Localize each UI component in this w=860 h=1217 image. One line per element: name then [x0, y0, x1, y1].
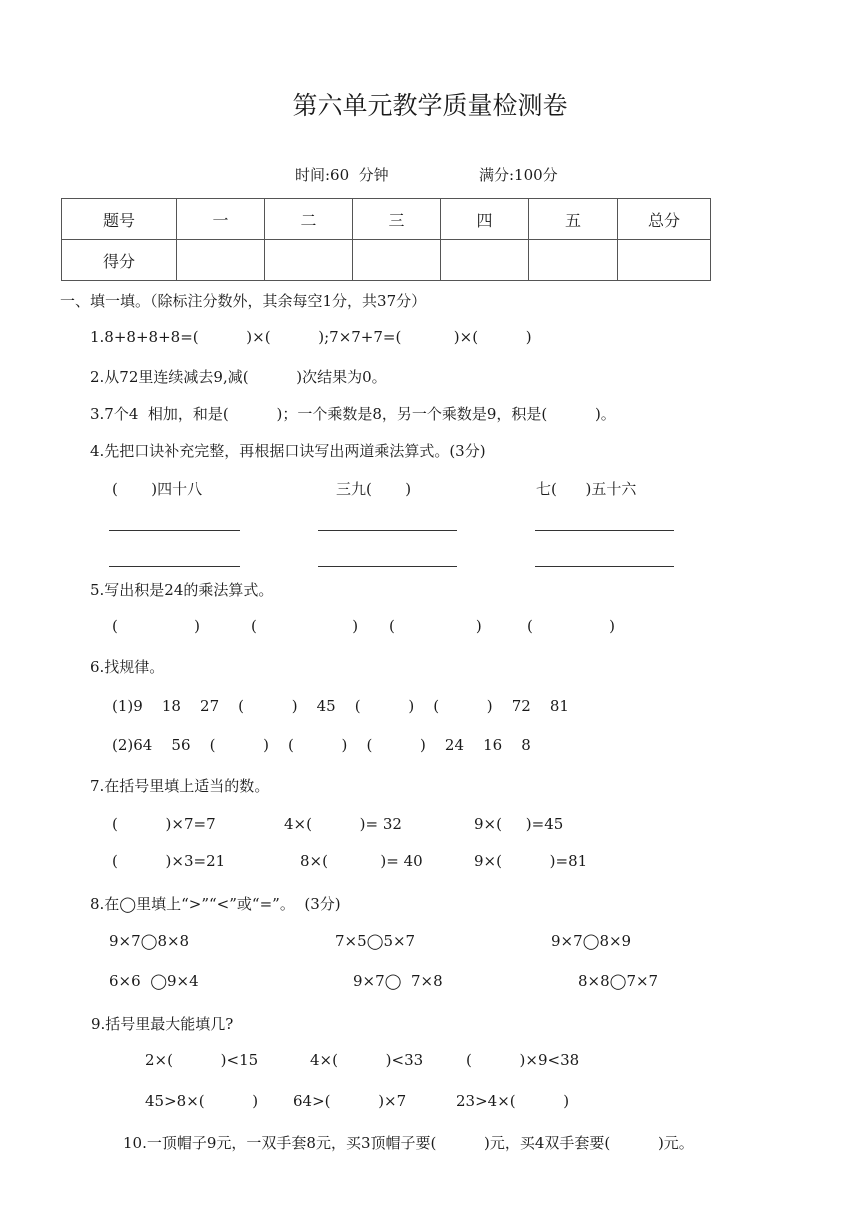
score-table-header-cell: 三	[353, 199, 441, 240]
score-table-header-cell: 四	[441, 199, 529, 240]
q5-blank: ( )	[389, 617, 482, 635]
answer-line[interactable]	[318, 566, 457, 567]
score-row-label: 得分	[62, 240, 177, 281]
answer-line[interactable]	[109, 566, 240, 567]
score-table-header-cell: 题号	[62, 199, 177, 240]
question-6: 6.找规律。	[90, 658, 165, 676]
q9-item: 4×( )<33	[310, 1051, 424, 1069]
q8-item: 9×7◯8×9	[551, 932, 632, 950]
q4-item-b: 三九( )	[336, 480, 412, 498]
q8-item: 9×7◯8×8	[109, 932, 190, 950]
score-cell[interactable]	[177, 240, 265, 281]
question-7: 7.在括号里填上适当的数。	[90, 777, 270, 795]
question-5: 5.写出积是24的乘法算式。	[90, 581, 274, 599]
q7-item: 8×( )= 40	[300, 852, 423, 870]
score-cell[interactable]	[441, 240, 529, 281]
question-3: 3.7个4 相加，和是( )；一个乘数是8，另一个乘数是9，积是( )。	[90, 405, 616, 423]
q8-item: 9×7◯ 7×8	[353, 972, 443, 990]
exam-full-score: 满分:100分	[479, 166, 558, 184]
q9-item: 45>8×( )	[145, 1092, 259, 1110]
question-1: 1.8+8+8+8=( )×( );7×7+7=( )×( )	[90, 328, 532, 346]
question-10: 10.一顶帽子9元，一双手套8元，买3顶帽子要( )元，买4双手套要( )元。	[123, 1134, 694, 1152]
question-4: 4.先把口诀补充完整，再根据口诀写出两道乘法算式。(3分)	[90, 442, 486, 460]
answer-line[interactable]	[535, 530, 674, 531]
q7-item: ( )×3=21	[112, 852, 226, 870]
score-table-header-cell: 总分	[618, 199, 711, 240]
question-2: 2.从72里连续减去9,减( )次结果为0。	[90, 368, 387, 386]
q8-item: 7×5◯5×7	[335, 932, 416, 950]
exam-time: 时间:60 分钟	[295, 166, 389, 184]
section-heading: 一、填一填。（除标注分数外，其余每空1分，共37分）	[60, 292, 427, 310]
score-table-header-cell: 一	[177, 199, 265, 240]
q9-item: 23>4×( )	[456, 1092, 570, 1110]
q5-blank: ( )	[527, 617, 615, 635]
score-table-header-cell: 二	[265, 199, 353, 240]
q5-blank: ( )	[112, 617, 200, 635]
q7-item: 9×( )=81	[474, 852, 588, 870]
q6-row-1: (1)9 18 27 ( ) 45 ( ) ( ) 72 81	[112, 697, 569, 715]
q7-item: ( )×7=7	[112, 815, 216, 833]
score-cell[interactable]	[353, 240, 441, 281]
q4-item-c: 七( )五十六	[536, 480, 637, 498]
answer-line[interactable]	[318, 530, 457, 531]
score-table-score-row	[62, 240, 711, 281]
score-table	[61, 198, 711, 281]
score-cell[interactable]	[265, 240, 353, 281]
q9-item: 2×( )<15	[145, 1051, 259, 1069]
q4-item-a: ( )四十八	[112, 480, 203, 498]
q8-item: 6×6 ◯9×4	[109, 972, 199, 990]
score-cell[interactable]	[529, 240, 618, 281]
q5-blank: ( )	[251, 617, 359, 635]
q7-item: 4×( )= 32	[284, 815, 402, 833]
score-cell[interactable]	[618, 240, 711, 281]
q7-item: 9×( )=45	[474, 815, 564, 833]
q8-item: 8×8◯7×7	[578, 972, 659, 990]
answer-line[interactable]	[535, 566, 674, 567]
q6-row-2: (2)64 56 ( ) ( ) ( ) 24 16 8	[112, 736, 531, 754]
score-table-header-cell: 五	[529, 199, 618, 240]
score-table-header-row	[62, 199, 711, 240]
q9-item: ( )×9<38	[466, 1051, 580, 1069]
question-8: 8.在◯里填上“>”“<”或“=”。 (3分)	[90, 895, 341, 913]
answer-line[interactable]	[109, 530, 240, 531]
page-title: 第六单元教学质量检测卷	[292, 91, 568, 120]
q9-item: 64>( )×7	[293, 1092, 407, 1110]
question-9: 9.括号里最大能填几?	[91, 1015, 234, 1033]
